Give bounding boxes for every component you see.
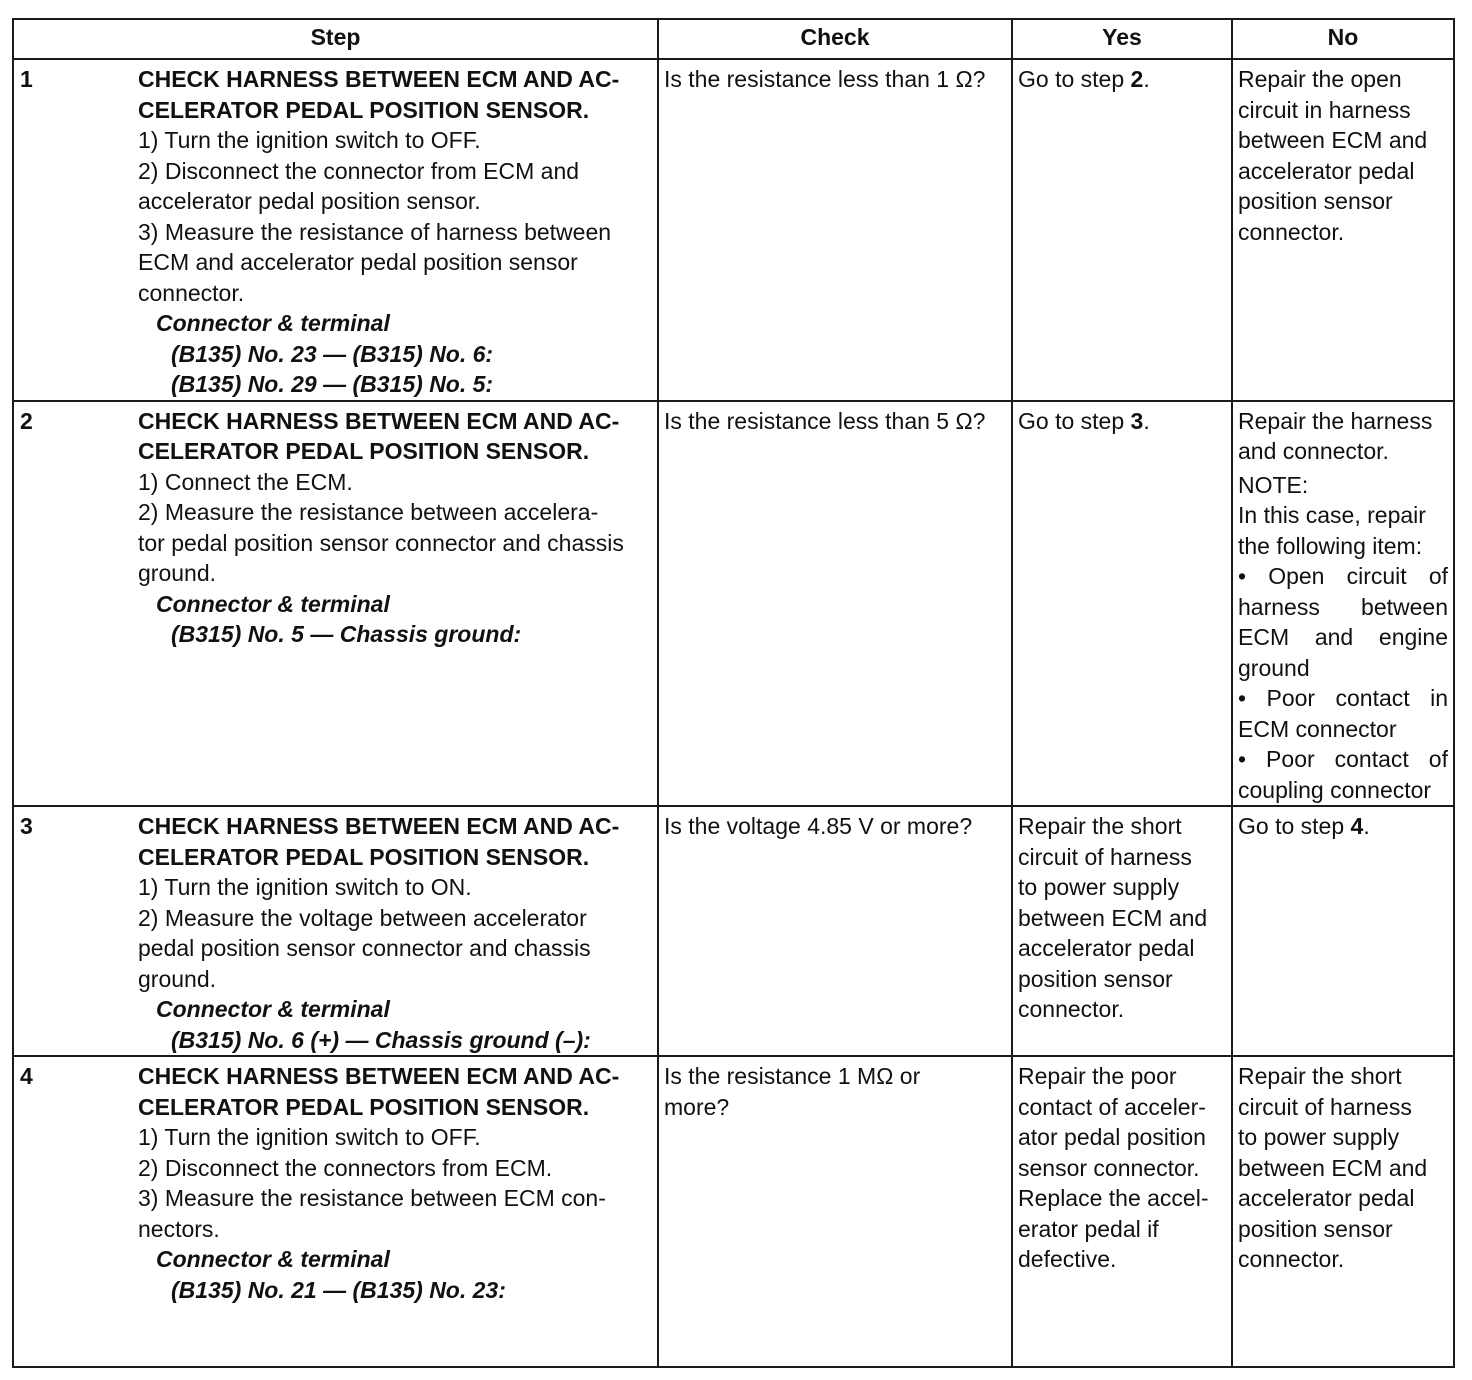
step-line: 2) Disconnect the connectors from ECM. (138, 1154, 553, 1181)
step-line: 3) Measure the resistance between ECM con- (138, 1185, 606, 1211)
note-line: • Poor contact in (1238, 685, 1448, 711)
no-line: connector. (1238, 218, 1345, 245)
step-line: ground. (138, 560, 217, 586)
step-number: 1 (20, 66, 33, 92)
yes-line: to power supply (1018, 874, 1180, 900)
no-line: Repair the short (1238, 1063, 1402, 1089)
no-line: position sensor (1238, 1215, 1393, 1242)
yes-line: contact of acceler- (1018, 1093, 1206, 1120)
connector-terminal-label: Connector & terminal (156, 310, 390, 336)
step-line: 1) Turn the ignition switch to OFF. (138, 127, 481, 153)
yes-line: between ECM and (1018, 904, 1208, 931)
yes-line: position sensor (1018, 965, 1173, 992)
step-line: ground. (138, 965, 217, 992)
check-cell (658, 1056, 1012, 1367)
step-line: 2) Disconnect the connector from ECM and (138, 157, 580, 184)
step-line: 2) Measure the resistance between accelera- (138, 499, 599, 525)
step-line: 2) Measure the voltage between accelerator (138, 904, 587, 931)
diagnostic-table (12, 18, 1455, 1368)
no-text: Go to step (1238, 813, 1351, 839)
connector-terminal-line: (B315) No. 5 — Chassis ground: (171, 621, 522, 647)
check-text: more? (664, 1093, 730, 1120)
step-title: CHECK HARNESS BETWEEN ECM AND AC- (138, 66, 620, 92)
yes-line: defective. (1018, 1246, 1117, 1272)
step-title: CHECK HARNESS BETWEEN ECM AND AC- (138, 813, 620, 839)
step-title: CELERATOR PEDAL POSITION SENSOR. (138, 843, 590, 870)
yes-cell (1012, 1056, 1232, 1367)
note-line: the following item: (1238, 532, 1423, 559)
step-title: CELERATOR PEDAL POSITION SENSOR. (138, 1093, 590, 1120)
header-check: Check (658, 19, 1012, 59)
step-number: 3 (20, 813, 33, 839)
yes-line: Repair the short (1018, 813, 1182, 839)
header-yes: Yes (1012, 19, 1232, 59)
no-line: position sensor (1238, 188, 1393, 214)
no-line: connector. (1238, 1246, 1345, 1272)
yes-line: connector. (1018, 996, 1125, 1022)
note-line: ECM connector (1238, 715, 1397, 742)
note-line: harness between (1238, 593, 1448, 620)
no-cell (1232, 401, 1454, 807)
no-text: . (1363, 813, 1370, 839)
yes-text: . (1143, 66, 1150, 92)
step-line: connector. (138, 279, 245, 306)
step-title: CELERATOR PEDAL POSITION SENSOR. (138, 438, 590, 464)
no-line: and connector. (1238, 438, 1389, 464)
no-line: between ECM and (1238, 127, 1428, 153)
note-line: ECM and engine (1238, 624, 1448, 650)
connector-terminal-label: Connector & terminal (156, 996, 390, 1022)
step-title: CELERATOR PEDAL POSITION SENSOR. (138, 96, 590, 123)
connector-terminal-label: Connector & terminal (156, 590, 390, 617)
no-line: Repair the harness (1238, 407, 1433, 434)
connector-terminal-line: (B315) No. 6 (+) — Chassis ground (–): (171, 1026, 591, 1053)
yes-line: Replace the accel- (1018, 1185, 1209, 1211)
check-text: Is the resistance 1 MΩ or (664, 1063, 921, 1089)
check-text: Is the voltage 4.85 V or more? (664, 813, 973, 839)
note-line: coupling connector (1238, 776, 1432, 803)
step-cell (13, 59, 658, 401)
step-line: 1) Turn the ignition switch to ON. (138, 874, 472, 900)
yes-text: Go to step (1018, 66, 1131, 92)
yes-cell (1012, 806, 1232, 1056)
connector-terminal-line: (B135) No. 23 — (B315) No. 6: (171, 340, 494, 367)
step-number: 4 (20, 1063, 33, 1089)
note-line: ground (1238, 654, 1310, 681)
no-cell (1232, 806, 1454, 1056)
step-line: accelerator pedal position sensor. (138, 188, 481, 214)
note-line: • Poor contact of (1238, 746, 1448, 772)
step-line: tor pedal position sensor connector and chassis (138, 529, 624, 556)
yes-text: . (1143, 407, 1150, 434)
header-row (13, 19, 1454, 59)
step-cell (13, 401, 658, 807)
step-reference: 2 (1130, 66, 1144, 92)
check-cell (658, 401, 1012, 807)
no-line: circuit in harness (1238, 96, 1411, 123)
yes-line: ator pedal position (1018, 1124, 1206, 1150)
note-line: • Open circuit of (1238, 563, 1448, 589)
connector-terminal-label: Connector & terminal (156, 1246, 390, 1272)
step-reference: 4 (1350, 813, 1364, 839)
check-cell (658, 59, 1012, 401)
no-line: accelerator pedal (1238, 1185, 1415, 1211)
step-title: CHECK HARNESS BETWEEN ECM AND AC- (138, 407, 620, 434)
yes-cell (1012, 401, 1232, 807)
connector-terminal-line: (B135) No. 21 — (B135) No. 23: (171, 1276, 506, 1303)
yes-line: erator pedal if (1018, 1215, 1159, 1242)
check-text: Is the resistance less than 5 Ω? (664, 407, 986, 434)
table-row (13, 401, 1454, 807)
no-cell (1232, 59, 1454, 401)
header-no: No (1232, 19, 1454, 59)
step-line: 1) Turn the ignition switch to OFF. (138, 1124, 481, 1150)
step-line: nectors. (138, 1215, 220, 1242)
table-row (13, 1056, 1454, 1367)
check-text: Is the resistance less than 1 Ω? (664, 66, 986, 92)
connector-terminal-line: (B135) No. 29 — (B315) No. 5: (171, 371, 494, 397)
yes-line: Repair the poor (1018, 1063, 1177, 1089)
header-step: Step (13, 19, 658, 59)
no-line: accelerator pedal (1238, 157, 1415, 184)
yes-line: sensor connector. (1018, 1154, 1200, 1181)
yes-line: accelerator pedal (1018, 935, 1195, 961)
step-line: 3) Measure the resistance of harness between (138, 218, 612, 245)
step-number: 2 (20, 407, 33, 434)
no-line: to power supply (1238, 1124, 1400, 1150)
no-line: Repair the open (1238, 66, 1402, 92)
yes-line: circuit of harness (1018, 843, 1192, 870)
no-line: circuit of harness (1238, 1093, 1412, 1120)
yes-text: Go to step (1018, 407, 1131, 434)
step-line: pedal position sensor connector and chassis (138, 935, 591, 961)
no-cell (1232, 1056, 1454, 1367)
step-line: 1) Connect the ECM. (138, 468, 353, 495)
yes-cell (1012, 59, 1232, 401)
step-cell (13, 1056, 658, 1367)
no-line: between ECM and (1238, 1154, 1428, 1181)
step-cell (13, 806, 658, 1056)
table-row (13, 806, 1454, 1056)
step-title: CHECK HARNESS BETWEEN ECM AND AC- (138, 1063, 620, 1089)
note-line: In this case, repair (1238, 502, 1426, 528)
step-reference: 3 (1130, 407, 1144, 434)
note-label: NOTE: (1238, 471, 1309, 498)
step-line: ECM and accelerator pedal position sensor (138, 249, 578, 275)
check-cell (658, 806, 1012, 1056)
table-row (13, 59, 1454, 401)
